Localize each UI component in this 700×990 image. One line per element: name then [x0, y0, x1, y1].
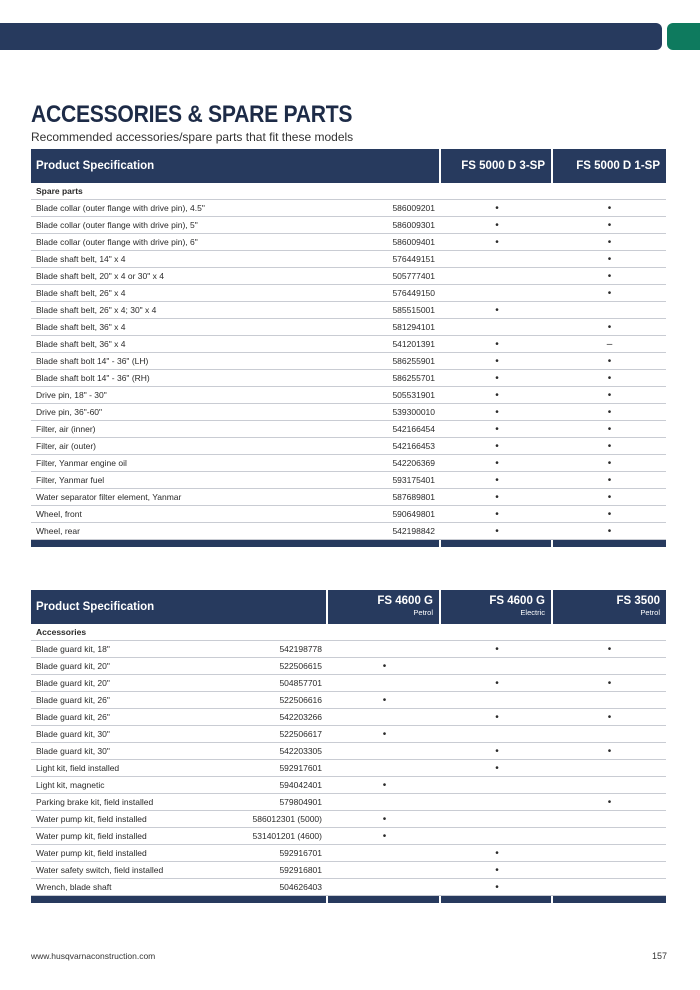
- fit-mark: [553, 862, 666, 879]
- fit-mark: •: [328, 692, 441, 709]
- part-description: Filter, air (inner): [31, 421, 328, 438]
- part-description: Wheel, front: [31, 506, 328, 523]
- fit-mark: •: [553, 319, 666, 336]
- fit-mark: •: [553, 285, 666, 302]
- part-description: Water pump kit, field installed: [31, 845, 231, 862]
- footer-website: www.husqvarnaconstruction.com: [31, 951, 156, 961]
- fit-mark: [553, 845, 666, 862]
- table-row: [31, 709, 666, 726]
- section-label: Accessories: [31, 624, 666, 641]
- table-row: [31, 387, 666, 404]
- fit-mark: [328, 862, 441, 879]
- model-name: FS 5000 D 1-SP: [576, 160, 660, 172]
- table-row: [31, 879, 666, 896]
- fit-mark: [441, 794, 553, 811]
- fit-mark: •: [553, 472, 666, 489]
- part-number: 539300010: [328, 404, 441, 421]
- part-description: Blade shaft belt, 26" x 4; 30" x 4: [31, 302, 328, 319]
- fit-mark: •: [441, 302, 553, 319]
- table-row: [31, 658, 666, 675]
- model-header: [441, 149, 553, 183]
- table-row: [31, 404, 666, 421]
- part-number: 504626403: [231, 879, 328, 896]
- table-row: [31, 489, 666, 506]
- header-bar: [0, 23, 662, 50]
- part-description: Wheel, rear: [31, 523, 328, 540]
- part-description: Drive pin, 36"-60": [31, 404, 328, 421]
- part-number: 542198778: [231, 641, 328, 658]
- fit-mark: [441, 828, 553, 845]
- fit-mark: [328, 709, 441, 726]
- table-row: [31, 692, 666, 709]
- fit-mark: •: [553, 675, 666, 692]
- table-row: [31, 760, 666, 777]
- fit-mark: •: [441, 862, 553, 879]
- fit-mark: [328, 760, 441, 777]
- fit-mark: •: [553, 370, 666, 387]
- part-description: Blade guard kit, 20": [31, 658, 231, 675]
- part-description: Light kit, field installed: [31, 760, 231, 777]
- fit-mark: •: [553, 455, 666, 472]
- part-description: Blade guard kit, 20": [31, 675, 231, 692]
- part-description: Water safety switch, field installed: [31, 862, 231, 879]
- part-description: Filter, Yanmar fuel: [31, 472, 328, 489]
- table-row: [31, 302, 666, 319]
- table-row: [31, 234, 666, 251]
- part-number: 586255701: [328, 370, 441, 387]
- fit-mark: •: [553, 506, 666, 523]
- part-number: 576449150: [328, 285, 441, 302]
- part-number: 593175401: [328, 472, 441, 489]
- table-row: [31, 319, 666, 336]
- accessories-table: [31, 590, 666, 903]
- fit-mark: •: [441, 709, 553, 726]
- fit-mark: •: [553, 234, 666, 251]
- fit-mark: [441, 319, 553, 336]
- fit-mark: •: [553, 268, 666, 285]
- table-row: [31, 438, 666, 455]
- fit-mark: [441, 811, 553, 828]
- part-number: 542198842: [328, 523, 441, 540]
- table-row: [31, 200, 666, 217]
- table-body: [31, 624, 666, 896]
- part-description: Blade shaft belt, 36" x 4: [31, 319, 328, 336]
- part-number: 592916801: [231, 862, 328, 879]
- fit-mark: •: [553, 251, 666, 268]
- part-description: Water pump kit, field installed: [31, 828, 231, 845]
- part-number: 542203266: [231, 709, 328, 726]
- fit-mark: [441, 658, 553, 675]
- header-accent: [667, 23, 700, 50]
- fit-mark: –: [553, 336, 666, 353]
- fit-mark: •: [441, 404, 553, 421]
- table-row: [31, 353, 666, 370]
- part-description: Blade guard kit, 18": [31, 641, 231, 658]
- fit-mark: •: [441, 455, 553, 472]
- fit-mark: [441, 726, 553, 743]
- part-description: Blade guard kit, 30": [31, 726, 231, 743]
- fit-mark: [553, 828, 666, 845]
- fit-mark: •: [553, 217, 666, 234]
- fit-mark: •: [553, 489, 666, 506]
- part-description: Filter, Yanmar engine oil: [31, 455, 328, 472]
- fit-mark: •: [553, 200, 666, 217]
- table-body: [31, 183, 666, 540]
- fit-mark: •: [441, 200, 553, 217]
- model-header: [553, 590, 666, 624]
- table-row: [31, 743, 666, 760]
- table-row: [31, 726, 666, 743]
- table-row: [31, 506, 666, 523]
- table-footer-bar: [31, 896, 666, 903]
- fit-mark: [328, 641, 441, 658]
- fit-mark: [328, 675, 441, 692]
- table-row: [31, 370, 666, 387]
- table-row: [31, 523, 666, 540]
- table-row: [31, 217, 666, 234]
- model-header: [553, 149, 666, 183]
- model-header: [441, 590, 553, 624]
- fit-mark: [553, 302, 666, 319]
- model-header: [328, 590, 441, 624]
- fit-mark: •: [553, 438, 666, 455]
- table-footer-bar: [31, 540, 666, 547]
- page-number: 157: [651, 951, 667, 961]
- part-description: Wrench, blade shaft: [31, 879, 231, 896]
- fit-mark: •: [441, 217, 553, 234]
- table-row: [31, 421, 666, 438]
- part-number: 505777401: [328, 268, 441, 285]
- table-row: [31, 251, 666, 268]
- table-row: [31, 455, 666, 472]
- part-description: Water separator filter element, Yanmar: [31, 489, 328, 506]
- part-number: 594042401: [231, 777, 328, 794]
- fit-mark: [441, 777, 553, 794]
- fit-mark: [553, 692, 666, 709]
- part-description: Blade collar (outer flange with drive pin), 6": [31, 234, 328, 251]
- fit-mark: •: [441, 675, 553, 692]
- table-row: [31, 845, 666, 862]
- fit-mark: •: [553, 641, 666, 658]
- table-row: [31, 336, 666, 353]
- part-description: Blade shaft belt, 36" x 4: [31, 336, 328, 353]
- table-row: [31, 862, 666, 879]
- fit-mark: [441, 251, 553, 268]
- fit-mark: •: [328, 726, 441, 743]
- fit-mark: •: [553, 421, 666, 438]
- fit-mark: •: [441, 743, 553, 760]
- part-number: 579804901: [231, 794, 328, 811]
- fit-mark: •: [441, 879, 553, 896]
- part-number: 542166453: [328, 438, 441, 455]
- fit-mark: •: [553, 709, 666, 726]
- fit-mark: [441, 285, 553, 302]
- product-spec-header: Product Specification: [31, 590, 328, 624]
- part-description: Blade guard kit, 30": [31, 743, 231, 760]
- fit-mark: [328, 845, 441, 862]
- model-name: FS 5000 D 3-SP: [461, 160, 545, 172]
- part-description: Blade guard kit, 26": [31, 709, 231, 726]
- fit-mark: •: [553, 523, 666, 540]
- table-row: [31, 828, 666, 845]
- part-description: Blade shaft belt, 14" x 4: [31, 251, 328, 268]
- part-number: 504857701: [231, 675, 328, 692]
- fit-mark: [553, 777, 666, 794]
- fit-mark: •: [328, 777, 441, 794]
- table-row: [31, 472, 666, 489]
- fit-mark: •: [441, 506, 553, 523]
- part-number: 576449151: [328, 251, 441, 268]
- fit-mark: •: [553, 353, 666, 370]
- model-fuel: Petrol: [413, 608, 433, 617]
- fit-mark: •: [553, 743, 666, 760]
- page-subtitle: Recommended accessories/spare parts that fit these models: [31, 130, 354, 144]
- table-row: [31, 777, 666, 794]
- model-name: FS 4600 G: [377, 595, 433, 607]
- fit-mark: •: [553, 404, 666, 421]
- fit-mark: •: [441, 421, 553, 438]
- part-description: Blade shaft bolt 14" - 36" (RH): [31, 370, 328, 387]
- part-description: Blade shaft belt, 26" x 4: [31, 285, 328, 302]
- fit-mark: •: [441, 336, 553, 353]
- model-fuel: Electric: [520, 608, 545, 617]
- fit-mark: •: [441, 489, 553, 506]
- table-row: [31, 285, 666, 302]
- fit-mark: •: [441, 641, 553, 658]
- fit-mark: •: [441, 438, 553, 455]
- table-row: [31, 675, 666, 692]
- fit-mark: [553, 879, 666, 896]
- table-row: [31, 794, 666, 811]
- table-row: [31, 641, 666, 658]
- table-row: [31, 268, 666, 285]
- fit-mark: [553, 811, 666, 828]
- part-number: 531401201 (4600): [231, 828, 328, 845]
- part-description: Blade shaft bolt 14" - 36" (LH): [31, 353, 328, 370]
- table-row: [31, 811, 666, 828]
- fit-mark: •: [441, 353, 553, 370]
- part-number: 586009401: [328, 234, 441, 251]
- fit-mark: •: [553, 387, 666, 404]
- fit-mark: [328, 794, 441, 811]
- section-label: Spare parts: [31, 183, 666, 200]
- spare-parts-table: [31, 149, 666, 547]
- model-name: FS 3500: [616, 595, 660, 607]
- part-number: 541201391: [328, 336, 441, 353]
- part-number: 586255901: [328, 353, 441, 370]
- part-number: 585515001: [328, 302, 441, 319]
- part-description: Blade shaft belt, 20" x 4 or 30" x 4: [31, 268, 328, 285]
- fit-mark: [553, 658, 666, 675]
- product-spec-header: Product Specification: [31, 149, 441, 183]
- part-number: 586009301: [328, 217, 441, 234]
- part-number: 505531901: [328, 387, 441, 404]
- fit-mark: •: [328, 658, 441, 675]
- part-number: 592916701: [231, 845, 328, 862]
- part-number: 586012301 (5000): [231, 811, 328, 828]
- part-number: 581294101: [328, 319, 441, 336]
- part-description: Blade guard kit, 26": [31, 692, 231, 709]
- part-description: Blade collar (outer flange with drive pin), 5": [31, 217, 328, 234]
- fit-mark: [441, 692, 553, 709]
- fit-mark: •: [441, 523, 553, 540]
- fit-mark: [553, 726, 666, 743]
- part-description: Water pump kit, field installed: [31, 811, 231, 828]
- fit-mark: •: [328, 811, 441, 828]
- fit-mark: •: [441, 845, 553, 862]
- part-number: 522506617: [231, 726, 328, 743]
- fit-mark: •: [441, 234, 553, 251]
- part-number: 522506616: [231, 692, 328, 709]
- part-description: Blade collar (outer flange with drive pin), 4.5": [31, 200, 328, 217]
- part-number: 542206369: [328, 455, 441, 472]
- part-number: 592917601: [231, 760, 328, 777]
- part-number: 542166454: [328, 421, 441, 438]
- fit-mark: [441, 268, 553, 285]
- model-name: FS 4600 G: [489, 595, 545, 607]
- fit-mark: •: [328, 828, 441, 845]
- part-description: Light kit, magnetic: [31, 777, 231, 794]
- part-description: Filter, air (outer): [31, 438, 328, 455]
- fit-mark: •: [441, 370, 553, 387]
- fit-mark: •: [553, 794, 666, 811]
- fit-mark: [328, 879, 441, 896]
- model-fuel: Petrol: [640, 608, 660, 617]
- part-description: Parking brake kit, field installed: [31, 794, 231, 811]
- part-description: Drive pin, 18" - 30": [31, 387, 328, 404]
- fit-mark: •: [441, 472, 553, 489]
- fit-mark: •: [441, 760, 553, 777]
- page-title: ACCESSORIES & SPARE PARTS: [31, 101, 353, 128]
- fit-mark: [553, 760, 666, 777]
- part-number: 522506615: [231, 658, 328, 675]
- fit-mark: [328, 743, 441, 760]
- part-number: 590649801: [328, 506, 441, 523]
- fit-mark: •: [441, 387, 553, 404]
- part-number: 542203305: [231, 743, 328, 760]
- part-number: 586009201: [328, 200, 441, 217]
- part-number: 587689801: [328, 489, 441, 506]
